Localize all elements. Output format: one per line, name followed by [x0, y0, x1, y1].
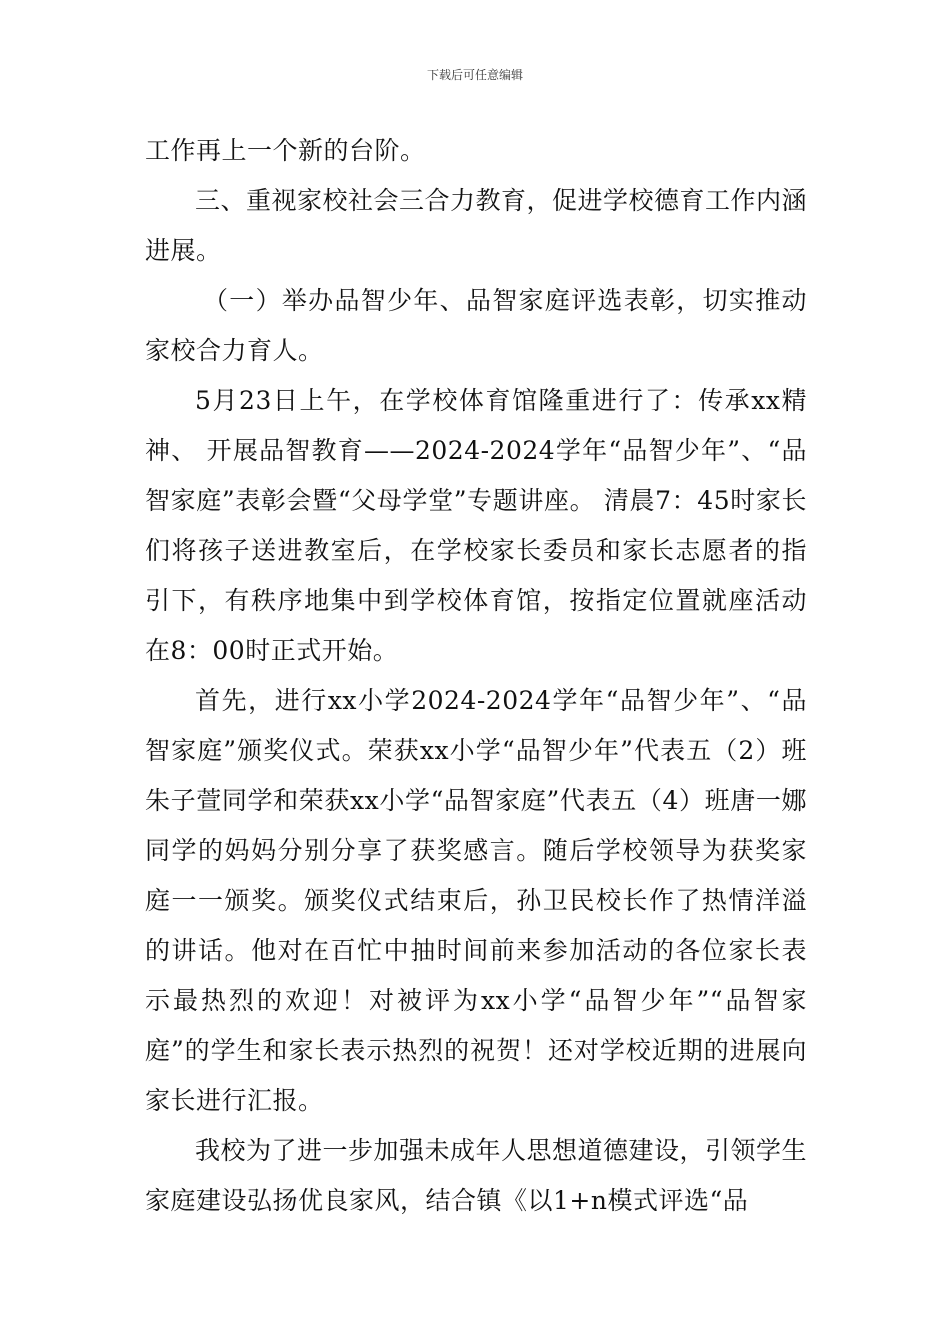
paragraph-event: 5月23日上午，在学校体育馆隆重进行了：传承xx精神、 开展品智教育——2024-2024学年“品智少年”、“品智家庭”表彰会暨“父母学堂”专题讲座。 清晨7：45时家长们将孩子送进教室后，在学校家长委员和家长志愿者的指引下，有秩序地集中到学校体育馆，按指定位置就座活动在8：00时正式开始。: [145, 386, 807, 665]
paragraph-continuation: 工作再上一个新的台阶。: [145, 136, 426, 165]
subsection-heading: （一）举办品智少年、品智家庭评选表彰，切实推动家校合力育人。: [145, 286, 807, 365]
paragraph-school-initiative: 我校为了进一步加强未成年人思想道德建设，引领学生家庭建设弘扬优良家风，结合镇《以1+n模式评选“品: [145, 1136, 808, 1215]
section-heading: 三、重视家校社会三合力教育，促进学校德育工作内涵进展。: [145, 186, 808, 265]
paragraph-ceremony: 首先，进行xx小学2024-2024学年“品智少年”、“品智家庭”颁奖仪式。荣获xx小学“品智少年”代表五（2）班朱子萱同学和荣获xx小学“品智家庭”代表五（4）班唐一娜同学的妈妈分别分享了获奖感言。随后学校领导为获奖家庭一一颁奖。颁奖仪式结束后，孙卫民校长作了热情洋溢的讲话。他对在百忙中抽时间前来参加活动的各位家长表示最热烈的欢迎！对被评为xx小学“品智少年”“品智家庭”的学生和家长表示热烈的祝贺！还对学校近期的进展向家长进行汇报。: [145, 686, 807, 1115]
page-header: 下载后可任意编辑: [426, 68, 523, 82]
document-body: [145, 126, 807, 1226]
